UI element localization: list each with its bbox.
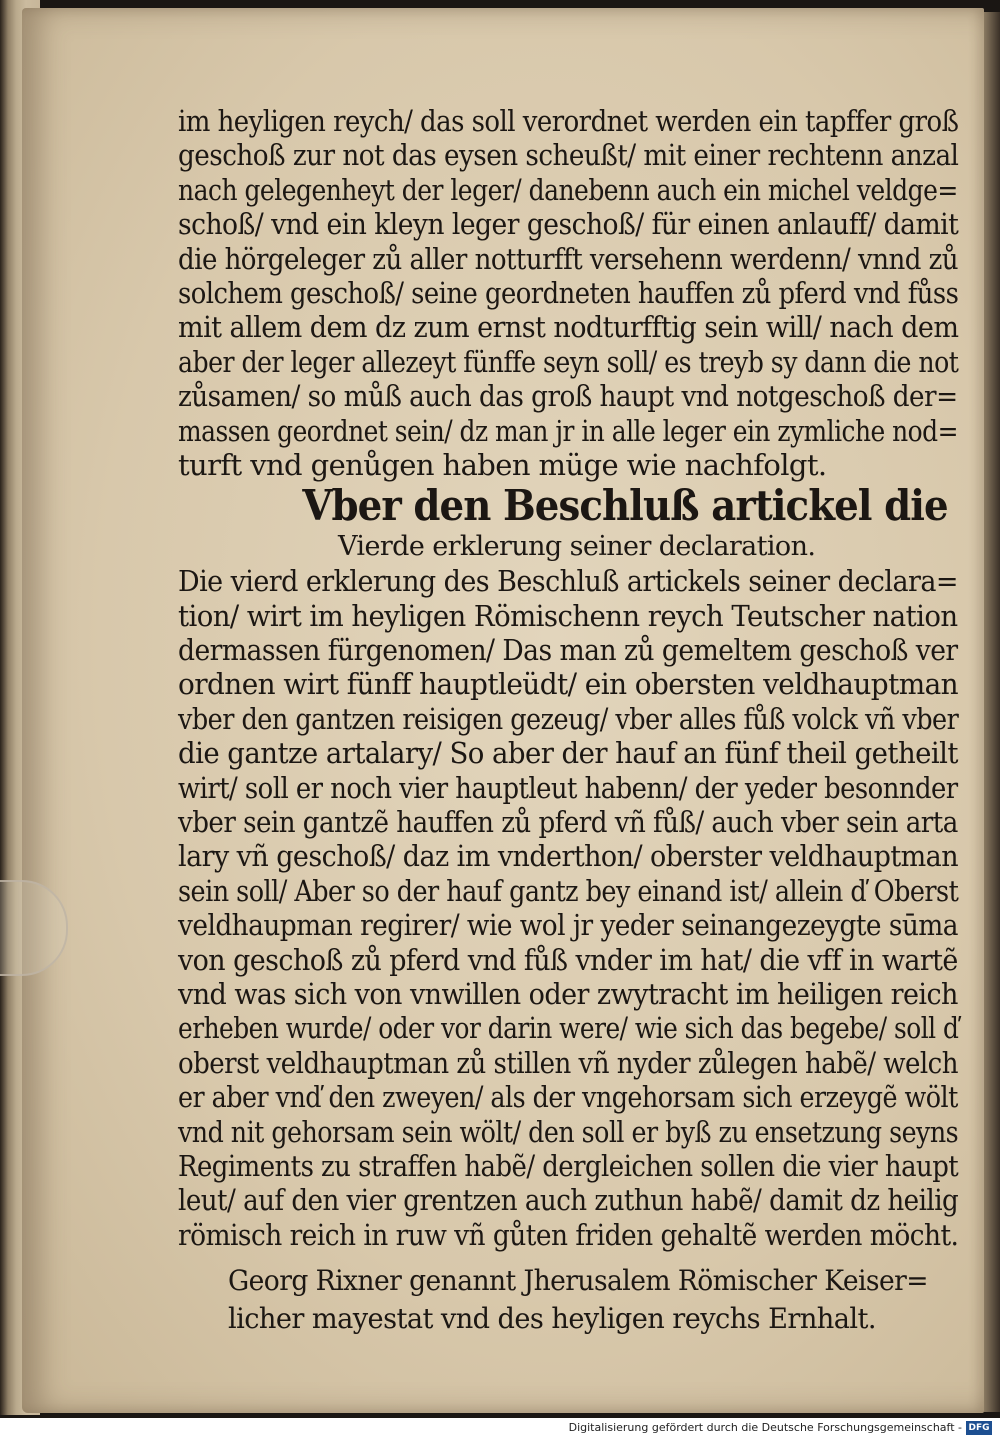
text-line: wirt/ soll er noch vier hauptleut habenn/ der yeder besonnder [178,770,958,805]
text-line: oberst veldhauptman zů stillen vñ nyder zůlegen habẽ/ welch [178,1045,958,1080]
text-line: sein soll/ Aber so der hauf gantz bey einand ist/ allein ď Oberst [178,873,959,908]
section-subheading: Vierde erklerung seiner declaration. [338,531,816,563]
text-line: lary vñ geschoß/ daz im vnderthon/ oberster veldhauptman [178,839,959,874]
text-line: schoß/ vnd ein kleyn leger geschoß/ für einen anlauff/ damit [178,207,959,242]
text-line: er aber vnď den zweyen/ als der vngehorsam sich erzeygẽ wölt [178,1080,958,1115]
text-line: geschoß zur not das eysen scheußt/ mit einer rechtenn anzal [178,138,959,173]
signature-line: licher mayestat vnd des heyligen reychs Ernhalt. [228,1302,876,1335]
signature-line: Georg Rixner genannt Jherusalem Römischer Keiser= [228,1264,928,1297]
dfg-logo: DFG [966,1421,992,1435]
text-line: vnd nit gehorsam sein wölt/ den soll er byß zu ensetzung seyns [178,1114,959,1149]
text-line: erheben wurde/ oder vor darin were/ wie sich das begebe/ soll ď [178,1011,959,1046]
text-line: im heyligen reych/ das soll verordnet werden ein tapffer groß [178,104,959,138]
main-text-block [178,104,958,1252]
text-line: aber der leger allezeyt fünffe seyn soll/ es treyb sy dann die not [178,344,959,379]
signature-block [228,1262,948,1338]
digitization-footer [0,1418,1000,1439]
footer-text: Digitalisierung gefördert durch die Deutsche Forschungsgemeinschaft - [568,1421,962,1434]
text-line: die hörgeleger zů aller notturfft versehenn werdenn/ vnnd zů [178,241,959,276]
text-line: veldhaupman regirer/ wie wol jr yeder seinangezeygte sūma [178,908,958,943]
text-line: die gantze artalary/ So aber der hauf an fünf theil getheilt [178,736,958,771]
text-line: nach gelegenheyt der leger/ danebenn auch ein michel veldge= [178,172,958,207]
text-line: mit allem dem dz zum ernst nodturfftig sein will/ nach dem [178,310,959,345]
text-line: dermassen fürgenomen/ Das man zů gemeltem geschoß ver [178,633,958,668]
text-line: solchem geschoß/ seine geordneten hauffen zů pferd vnd fůss [178,275,959,310]
text-line: zůsamen/ so můß auch das groß haupt vnd notgeschoß der= [178,379,958,414]
text-line: von geschoß zů pferd vnd fůß vnder im hat/ die vff in wartẽ [178,942,958,977]
text-line: turft vnd genůgen haben müge wie nachfolgt. [178,447,827,482]
text-line: Regiments zu straffen habẽ/ dergleichen sollen die vier haupt [178,1148,959,1183]
text-line: tion/ wirt im heyligen Römischenn reych Teutscher nation [178,598,958,633]
text-line: vber den gantzen reisigen gezeug/ vber alles fůß volck vñ vber [178,701,959,736]
text-line: römisch reich in ruw vñ gůten friden gehaltẽ werden möcht. [178,1217,959,1252]
text-line: vnd was sich von vnwillen oder zwytracht im heiligen reich [178,976,958,1011]
text-line: massen geordnet sein/ dz man jr in alle leger ein zymliche nod= [178,413,958,448]
text-line: Die vierd erklerung des Beschluß artickels seiner declara= [178,564,958,599]
text-line: leut/ auf den vier grentzen auch zuthun habẽ/ damit dz heilig [178,1183,959,1218]
text-line: ordnen wirt fünff hauptleüdt/ ein obersten veldhauptman [178,667,959,702]
page-fore-edge [984,12,1000,1412]
section-heading: Vber den Beschluß artickel die [302,481,948,531]
text-line: vber sein gantzẽ hauffen zů pferd vñ fůß/ auch vber sein arta [178,805,958,840]
